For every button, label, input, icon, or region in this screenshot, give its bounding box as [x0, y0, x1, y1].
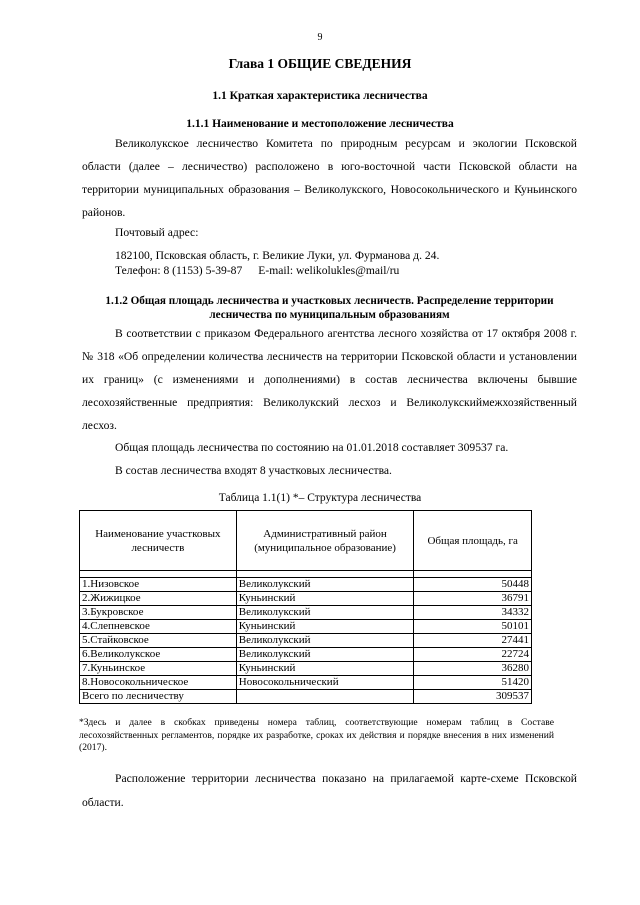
- email-address: E-mail: welikoluklеs@mail/ru: [258, 264, 400, 277]
- row-area: 34332: [414, 606, 532, 620]
- row-area: 51420: [414, 676, 532, 690]
- row-name: 2.Жижицкое: [80, 592, 237, 606]
- row-district: Великолукский: [236, 606, 414, 620]
- table-row: [80, 578, 532, 592]
- table-caption: Таблица 1.1(1) *– Структура лесничества: [218, 492, 422, 504]
- total-area: 309537: [414, 690, 532, 704]
- row-district: Куньинский: [236, 662, 414, 676]
- table-footnote: *Здесь и далее в скобках приведены номера таблиц, соответствующие номерам таблиц в Составе лесохозяйственных регламентов, порядке их разработке, сроках их действия и порядке внесения в них изменений (2017).: [79, 717, 554, 753]
- row-district: Новосокольнический: [236, 676, 414, 690]
- table-row: [80, 592, 532, 606]
- row-area: 27441: [414, 634, 532, 648]
- header-district: Административный район (муниципальное образование): [236, 511, 414, 571]
- composition-paragraph: В состав лесничества входят 8 участковых лесничества.: [115, 464, 392, 477]
- table-header-row: [80, 511, 532, 571]
- table-row: [80, 620, 532, 634]
- area-paragraph: Общая площадь лесничества по состоянию на 01.01.2018 составляет 309537 га.: [115, 441, 509, 454]
- chapter-title: Глава 1 ОБЩИЕ СВЕДЕНИЯ: [228, 56, 412, 71]
- row-name: 4.Слепневское: [80, 620, 237, 634]
- table-row: [80, 606, 532, 620]
- row-name: 1.Низовское: [80, 578, 237, 592]
- map-paragraph: Расположение территории лесничества показано на прилагаемой карте-схеме Псковской области.: [82, 772, 577, 809]
- table-spacer-row: [80, 571, 532, 578]
- row-name: 6.Великолукское: [80, 648, 237, 662]
- row-area: 36280: [414, 662, 532, 676]
- table-total-row: [80, 690, 532, 704]
- contact-line: [115, 264, 399, 277]
- table-row: [80, 662, 532, 676]
- row-district: Куньинский: [236, 592, 414, 606]
- row-area: 50101: [414, 620, 532, 634]
- row-name: 5.Стайковское: [80, 634, 237, 648]
- total-label: Всего по лесничеству: [80, 690, 237, 704]
- row-district: Великолукский: [236, 634, 414, 648]
- row-district: Великолукский: [236, 578, 414, 592]
- row-name: 7.Куньинское: [80, 662, 237, 676]
- row-area: 22724: [414, 648, 532, 662]
- row-area: 50448: [414, 578, 532, 592]
- row-district: Куньинский: [236, 620, 414, 634]
- table-row: [80, 634, 532, 648]
- total-district-empty: [236, 690, 414, 704]
- header-area: Общая площадь, га: [414, 511, 532, 571]
- table-row: [80, 676, 532, 690]
- postal-label: Почтовый адрес:: [115, 226, 199, 239]
- page-number: 9: [317, 32, 323, 43]
- phone-number: Телефон: 8 (1153) 5-39-87: [115, 264, 243, 277]
- row-name: 3.Букровское: [80, 606, 237, 620]
- subsection-title-area: 1.1.2 Общая площадь лесничества и участковых лесничеств. Распределение территории лесничества по муниципальным образованиям: [105, 295, 554, 321]
- subsection-title-location: 1.1.1 Наименование и местоположение лесничества: [186, 118, 454, 130]
- section-title: 1.1 Краткая характеристика лесничества: [212, 90, 428, 102]
- header-name: Наименование участковых лесничеств: [80, 511, 237, 571]
- intro-paragraph: Великолукское лесничество Комитета по природным ресурсам и экологии Псковской области (далее – лесничество) расположено в юго-восточной части Псковской области на территории муниципальных образования – Великолукского, Новосокольнического и Куньинского районов.: [82, 137, 577, 219]
- table-row: [80, 648, 532, 662]
- structure-table: [79, 510, 532, 704]
- order-paragraph: В соответствии с приказом Федерального агентства лесного хозяйства от 17 октября 2008 г. № 318 «Об определении количества лесничеств на территории Псковской области и установлении их границ» (с изменениями и дополнениями) в состав лесничества включены бывшие лесохозяйственные предприятия: Великолукский лесхоз и Великолукскиймежхозяйственный лесхоз.: [82, 327, 577, 432]
- row-district: Великолукский: [236, 648, 414, 662]
- row-name: 8.Новосокольническое: [80, 676, 237, 690]
- row-area: 36791: [414, 592, 532, 606]
- postal-address: 182100, Псковская область, г. Великие Луки, ул. Фурманова д. 24.: [115, 249, 440, 262]
